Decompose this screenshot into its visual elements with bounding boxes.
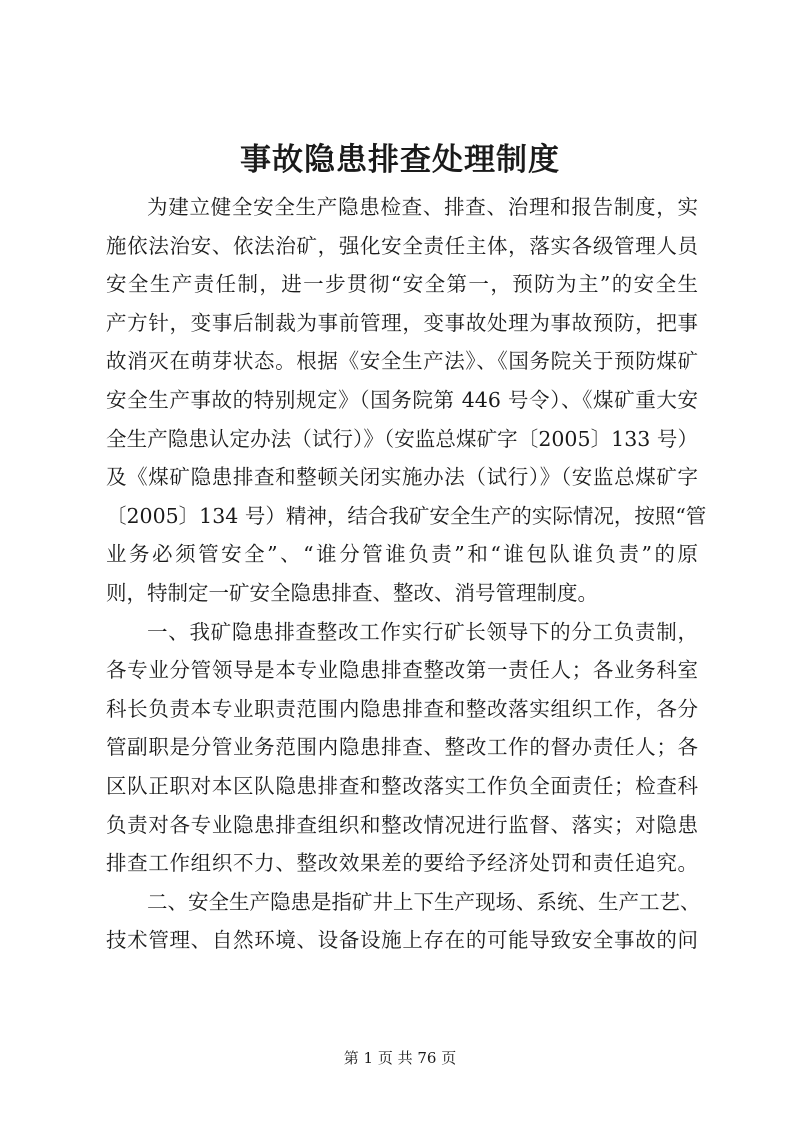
paragraph-line: 安全生产事故的特别规定》（国务院第 446 号令）、《煤矿重大安 [106,387,698,412]
paragraph-line: 一、我矿隐患排查整改工作实行矿长领导下的分工负责制， [147,619,698,644]
document-title: 事故隐患排查处理制度 [240,142,560,178]
paragraph-line: 技术管理、自然环境、设备设施上存在的可能导致安全事故的问 [106,928,698,953]
paragraph-line: 排查工作组织不力、整改效果差的要给予经济处罚和责任追究。 [106,851,698,876]
paragraph-line: 二、安全生产隐患是指矿井上下生产现场、系统、生产工艺、 [147,889,701,914]
paragraph-line: 及《煤矿隐患排查和整顿关闭实施办法（试行）》（安监总煤矿字 [106,465,698,490]
paragraph-line: 科长负责本专业职责范围内隐患排查和整改落实组织工作，各分 [106,696,698,721]
paragraph-line: 为建立健全安全生产隐患检查、排查、治理和报告制度，实 [147,195,698,219]
document-body [106,188,707,960]
paragraph-line: 安全生产责任制，进一步贯彻“安全第一，预防为主”的安全生 [106,272,698,297]
paragraph-line: 施依法治安、依法治矿，强化安全责任主体，落实各级管理人员 [106,233,698,258]
paragraph-line: 〔2005〕134 号）精神，结合我矿安全生产的实际情况，按照“管 [106,503,707,528]
paragraph-line: 则，特制定一矿安全隐患排查、整改、消号管理制度。 [106,580,598,605]
paragraph-line: 区队正职对本区队隐患排查和整改落实工作负全面责任；检查科 [106,773,698,798]
paragraph-line: 故消灭在萌芽状态。根据《安全生产法》、《国务院关于预防煤矿 [106,349,698,374]
paragraph-line: 全生产隐患认定办法（试行）》（安监总煤矿字〔2005〕133 号） [106,426,698,451]
paragraph-line: 负责对各专业隐患排查组织和整改情况进行监督、落实；对隐患 [106,812,698,837]
paragraph-line: 各专业分管领导是本专业隐患排查整改第一责任人；各业务科室 [106,658,698,683]
paragraph-line: 业务必须管安全”、“谁分管谁负责”和“谁包队谁负责”的原 [106,542,698,567]
paragraph-line: 管副职是分管业务范围内隐患排查、整改工作的督办责任人；各 [106,735,698,760]
paragraph-line: 产方针，变事后制裁为事前管理，变事故处理为事故预防，把事 [106,310,698,335]
page-footer: 第 1 页 共 76 页 [343,1049,457,1067]
